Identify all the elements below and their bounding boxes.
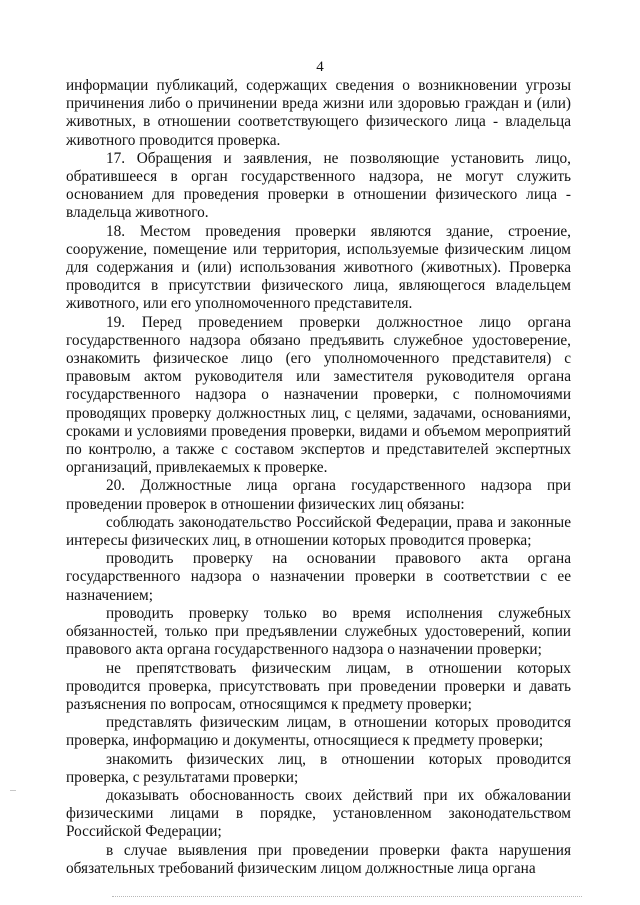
paragraph-item-19: 19. Перед проведением проверки должностное лицо органа государственного надзора обязано предъявить служебное удостоверение, ознакомить физическое лицо (его уполномоченного представителя) с правовым актом руководителя или заместителя руководителя органа государственного надзора о назначении проверки, с полномочиями проводящих проверку должностных лиц, с целями, задачами, основаниями, сроками и условиями проведения проверки, видами и объемом мероприятий по контролю, а также с составом экспертов и представителей экспертных организаций, привлекаемых к проверке. xyxy=(66,313,571,477)
paragraph-item-17: 17. Обращения и заявления, не позволяющие установить лицо, обратившееся в орган государственного надзора, не могут служить основанием для проведения проверки в отношении физического лица - владельца животного. xyxy=(66,149,571,222)
duty-item-legal-basis: проводить проверку на основании правового акта органа государственного надзора о назначении проверки в соответствии с ее назначением; xyxy=(66,550,571,604)
document-body xyxy=(66,77,571,878)
paragraph-continuation: информации публикаций, содержащих сведения о возникновении угрозы причинения либо о причинении вреда жизни или здоровью граждан и (или) животных, в отношении соответствующего физического лица - владельца животного проводится проверка. xyxy=(66,77,571,149)
scan-bottom-dots xyxy=(112,896,582,897)
paragraph-item-18: 18. Местом проведения проверки являются здание, строение, сооружение, помещение или территория, используемые физическим лицом для содержания и (или) использования животного (животных). Проверка проводится в присутствии физического лица, являющегося владельцем животного, или его уполномоченного представителя. xyxy=(66,222,571,313)
scan-margin-mark xyxy=(10,790,16,791)
duty-item-comply-law: соблюдать законодательство Российской Федерации, права и законные интересы физических лиц, в отношении которых проводится проверка; xyxy=(66,513,571,550)
duty-item-violation-case: в случае выявления при проведении проверки факта нарушения обязательных требований физическим лицом должностные лица органа xyxy=(66,841,571,877)
paragraph-item-20: 20. Должностные лица органа государственного надзора при проведении проверок в отношении физических лиц обязаны: xyxy=(66,477,571,513)
duty-item-official-time: проводить проверку только во время исполнения служебных обязанностей, только при предъявлении служебных удостоверений, копии правового акта органа государственного надзора о назначении проверки; xyxy=(66,604,571,659)
duty-item-not-obstruct: не препятствовать физическим лицам, в отношении которых проводится проверка, присутствовать при проведении проверки и давать разъяснения по вопросам, относящимся к предмету проверки; xyxy=(66,659,571,713)
page-number: 4 xyxy=(316,59,324,75)
duty-item-inform-results: знакомить физических лиц, в отношении которых проводится проверка, с результатами проверки; xyxy=(66,750,571,786)
duty-item-justify-actions: доказывать обоснованность своих действий при их обжаловании физическими лицами в порядке, установленном законодательством Российской Федерации; xyxy=(66,786,571,841)
duty-item-provide-info: представлять физическим лицам, в отношении которых проводится проверка, информацию и документы, относящиеся к предмету проверки; xyxy=(66,714,571,750)
